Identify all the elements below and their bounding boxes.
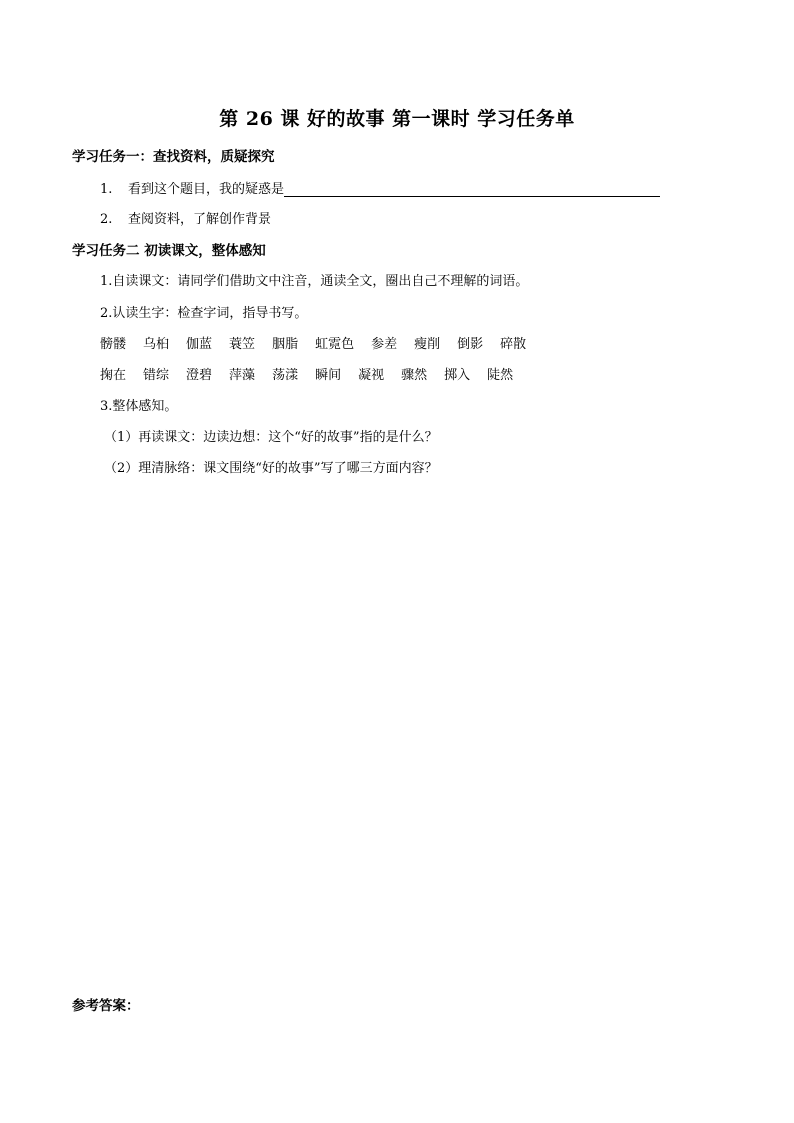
task2-sub-question-2: （2）理清脉络：课文围绕“好的故事”写了哪三方面内容？ <box>104 461 438 476</box>
vocab-word: 萍藻 <box>229 368 256 383</box>
vocab-word: 凝视 <box>358 368 385 383</box>
vocab-word: 骤然 <box>401 368 428 383</box>
vocab-word: 碎散 <box>500 337 527 352</box>
vocab-word: 瞬间 <box>315 368 342 383</box>
task1-heading: 学习任务一：查找资料，质疑探究 <box>72 149 275 165</box>
vocab-word: 瘦削 <box>414 337 441 352</box>
vocab-word: 髈髅 <box>100 337 127 352</box>
vocab-word: 虹霓色 <box>315 337 355 352</box>
task1-item-2-number: 2. <box>100 212 113 227</box>
task1-item-1 <box>100 178 660 197</box>
task2-item-1: 1.自读课文：请同学们借助文中注音，通读全文，圈出自己不理解的词语。 <box>100 274 529 289</box>
vocab-row-2 <box>100 364 530 383</box>
vocab-word: 胭脂 <box>272 337 299 352</box>
vocab-word: 掷入 <box>444 368 471 383</box>
vocab-word: 澄碧 <box>186 368 213 383</box>
answer-key-heading: 参考答案： <box>72 998 140 1014</box>
page-title: 第 26 课 好的故事 第一课时 学习任务单 <box>219 108 575 130</box>
task1-item-2 <box>100 208 271 227</box>
vocab-word: 乌桕 <box>143 337 170 352</box>
vocab-word: 荡漾 <box>272 368 299 383</box>
task1-item-1-number: 1. <box>100 182 113 197</box>
task2-heading: 学习任务二 初读课文，整体感知 <box>72 243 266 259</box>
vocab-word: 倒影 <box>457 337 484 352</box>
vocab-row-1 <box>100 333 543 352</box>
task2-item-2: 2.认读生字：检查字词，指导书写。 <box>100 306 308 321</box>
vocab-word: 陡然 <box>487 368 514 383</box>
vocab-word: 掬在 <box>100 368 127 383</box>
task2-sub-question-1: （1）再读课文：边读边想：这个“好的故事”指的是什么？ <box>104 430 438 445</box>
vocab-word: 蓑笠 <box>229 337 256 352</box>
answer-blank-line[interactable] <box>284 182 660 197</box>
task1-item-2-text: 查阅资料，了解创作背景 <box>128 212 272 227</box>
task2-item-3: 3.整体感知。 <box>100 399 178 414</box>
vocab-word: 伽蓝 <box>186 337 213 352</box>
vocab-word: 参差 <box>371 337 398 352</box>
vocab-word: 错综 <box>143 368 170 383</box>
task1-item-1-text: 看到这个题目，我的疑惑是 <box>128 182 285 197</box>
